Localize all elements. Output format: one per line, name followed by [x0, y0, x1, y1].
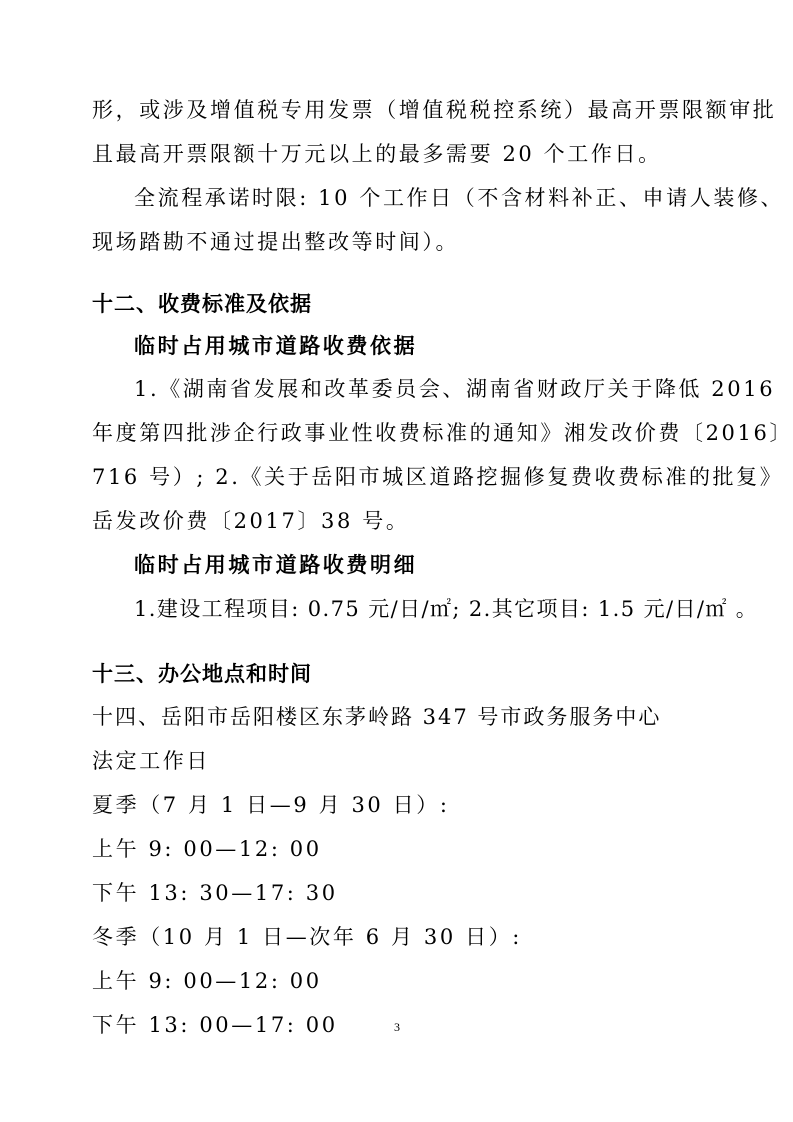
- paragraph-line: 现场踏勘不通过提出整改等时间）。: [92, 230, 460, 254]
- fee-detail-line: 1.建设工程项目: 0.75 元/日/㎡; 2.其它项目: 1.5 元/日/㎡ 。: [134, 597, 759, 621]
- summer-afternoon-hours: 下午 13: 30—17: 30: [92, 881, 338, 905]
- winter-afternoon-hours: 下午 13: 00—17: 00: [92, 1013, 338, 1037]
- paragraph-line: 全流程承诺时限: 10 个工作日（不含材料补正、申请人装修、: [134, 186, 785, 210]
- section-heading-fees: 十二、收费标准及依据: [92, 292, 312, 316]
- paragraph-line: 年度第四批涉企行政事业性收费标准的通知》湘发改价费〔2016〕: [92, 421, 793, 445]
- paragraph-line: 形，或涉及增值税专用发票（增值税税控系统）最高开票限额审批: [92, 98, 777, 122]
- page-number: 3: [394, 1020, 400, 1034]
- section-heading-office: 十三、办公地点和时间: [92, 662, 312, 686]
- subheading-fee-basis: 临时占用城市道路收费依据: [134, 334, 418, 358]
- paragraph-line: 716 号）; 2.《关于岳阳市城区道路挖掘修复费收费标准的批复》: [92, 465, 784, 489]
- summer-morning-hours: 上午 9: 00—12: 00: [92, 837, 322, 861]
- subheading-fee-detail: 临时占用城市道路收费明细: [134, 553, 418, 577]
- paragraph-line: 1.《湖南省发展和改革委员会、湖南省财政厅关于降低 2016: [134, 377, 776, 401]
- office-address: 十四、岳阳市岳阳楼区东茅岭路 347 号市政务服务中心: [92, 705, 662, 729]
- workday-label: 法定工作日: [92, 749, 210, 773]
- paragraph-line: 且最高开票限额十万元以上的最多需要 20 个工作日。: [92, 142, 662, 166]
- winter-title: 冬季（10 月 1 日—次年 6 月 30 日）:: [92, 925, 522, 949]
- paragraph-line: 岳发改价费〔2017〕38 号。: [92, 509, 410, 533]
- winter-morning-hours: 上午 9: 00—12: 00: [92, 969, 322, 993]
- summer-title: 夏季（7 月 1 日—9 月 30 日）:: [92, 793, 450, 817]
